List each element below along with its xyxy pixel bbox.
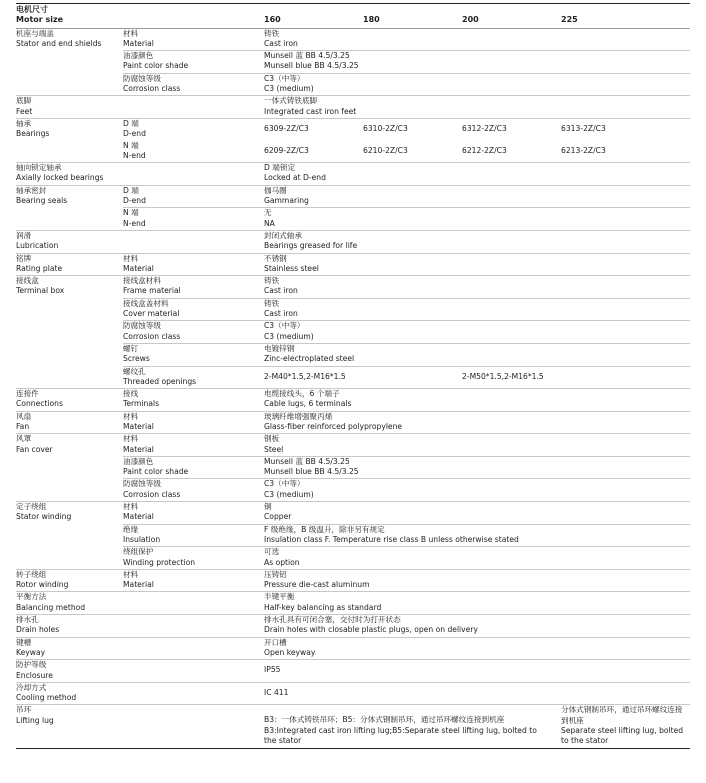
value-zh: 钢板 [264, 434, 280, 444]
row-value [264, 73, 690, 96]
row-value [264, 51, 690, 74]
row-label-zh: 风罩 [16, 434, 32, 444]
sub-label-zh: 材料 [123, 28, 139, 38]
bearing-d-160: 6309-2Z/C3 [264, 118, 363, 140]
value-zh: C3（中等） [264, 479, 305, 489]
value-zh: 铸铁 [264, 298, 280, 308]
sub-label-zh: 油漆颜色 [123, 456, 154, 466]
value-zh: Munsell 蓝 BB 4.5/3.25 [264, 456, 350, 466]
row-label [16, 569, 123, 592]
value-en: B3:Integrated cast iron lifting lug;B5:Separate steel lifting lug, bolted to the stator [264, 725, 537, 745]
row-label [16, 276, 123, 389]
value-en: C3 (medium) [264, 489, 314, 499]
row-label-zh: 底脚 [16, 96, 32, 106]
table-row [16, 163, 690, 186]
threaded-openings-200-225: 2-M50*1.5,2-M16*1.5 [462, 366, 690, 389]
sub-label [123, 524, 264, 547]
sub-label-zh: D 端 [123, 118, 139, 128]
row-value [264, 253, 690, 276]
row-label-en: Fan [16, 421, 30, 431]
row-label [16, 96, 123, 119]
header-label-en: Motor size [16, 15, 64, 25]
value-zh: C3（中等） [264, 73, 305, 83]
row-label-en: Lifting lug [16, 715, 54, 725]
row-label [16, 705, 123, 748]
row-label-zh: 轴承 [16, 118, 32, 128]
row-label-en: Connections [16, 399, 63, 409]
row-label-zh: 接线盒 [16, 276, 39, 286]
sub-label-en: Winding protection [123, 557, 196, 567]
value-en: Stainless steel [264, 263, 319, 273]
row-label [16, 682, 123, 705]
sub-label [123, 479, 264, 502]
value-zh: B3：一体式铸铁吊环；B5：分体式钢制吊环，通过吊环螺纹连接到机座 [264, 715, 505, 725]
value-en: Cast iron [264, 38, 298, 48]
value-zh: 电缆接线头，6 个端子 [264, 389, 340, 399]
sub-label-en: Paint color shade [123, 467, 189, 477]
value-en: Glass-fiber reinforced polypropylene [264, 421, 403, 431]
row-value [264, 389, 690, 412]
value-zh: 无 [264, 208, 272, 218]
table-row [16, 28, 690, 51]
value-zh: 玻璃纤维增强聚丙烯 [264, 411, 333, 421]
sub-label-en: Material [123, 444, 154, 454]
sub-label [123, 456, 264, 479]
sub-label-zh: 材料 [123, 569, 139, 579]
size-180-header: 180 [363, 15, 380, 25]
sub-label-zh: 防腐蚀等级 [123, 479, 161, 489]
row-value: IP55 [264, 660, 690, 683]
table-row [16, 276, 690, 299]
value-en: Gammaring [264, 196, 309, 206]
row-label-en: Drain holes [16, 625, 60, 635]
bearing-d-200: 6312-2Z/C3 [462, 118, 561, 140]
row-label-zh: 轴承密封 [16, 185, 47, 195]
sub-label [123, 569, 264, 592]
value-en: Separate steel lifting lug, bolted to the stator [561, 726, 684, 746]
sub-label-zh: 绕组保护 [123, 547, 154, 557]
value-en: Zinc-electroplated steel [264, 354, 355, 364]
table-row [16, 118, 690, 140]
sub-label-en: Material [123, 421, 154, 431]
row-label-zh: 平衡方法 [16, 592, 47, 602]
sub-label [123, 185, 264, 208]
value-en: Munsell blue BB 4.5/3.25 [264, 467, 359, 477]
sub-label-en: Corrosion class [123, 331, 181, 341]
row-value [264, 569, 690, 592]
empty-cell [123, 592, 264, 615]
empty-cell [123, 705, 264, 748]
sub-label-en: Paint color shade [123, 61, 189, 71]
value-zh: D 端锁定 [264, 163, 296, 173]
row-label-zh: 冷却方式 [16, 682, 47, 692]
row-label [16, 502, 123, 570]
motor-spec-table-wrapper [16, 3, 690, 749]
table-row [16, 705, 690, 748]
row-value [264, 208, 690, 231]
sub-label [123, 276, 264, 299]
sub-label-en: D-end [123, 129, 146, 139]
empty-cell [123, 615, 264, 638]
row-label-zh: 轴向锁定轴承 [16, 163, 62, 173]
value-en: As option [264, 557, 300, 567]
row-label-zh: 定子绕组 [16, 502, 47, 512]
size-225-header: 225 [561, 15, 578, 25]
value-zh: Munsell 蓝 BB 4.5/3.25 [264, 51, 350, 61]
bearing-n-225: 6213-2Z/C3 [561, 145, 606, 155]
bearing-n-180: 6210-2Z/C3 [363, 145, 408, 155]
row-label-zh: 键槽 [16, 637, 32, 647]
row-label-zh: 润滑 [16, 230, 32, 240]
table-row [16, 615, 690, 638]
row-label-en: Feet [16, 106, 33, 116]
value-en: C3 (medium) [264, 331, 314, 341]
row-label [16, 253, 123, 276]
row-label-en: Stator winding [16, 512, 72, 522]
value-en: Steel [264, 444, 284, 454]
row-value [264, 434, 690, 457]
table-row [16, 682, 690, 705]
sub-label-en: Material [123, 512, 154, 522]
row-label-en: Rotor winding [16, 580, 69, 590]
table-header-row [16, 4, 690, 29]
sub-label-en: N-end [123, 150, 146, 160]
sub-label [123, 321, 264, 344]
row-value [264, 230, 690, 253]
value-zh: 铸铁 [264, 28, 280, 38]
sub-label-zh: N 端 [123, 208, 139, 218]
value-zh: 压铸铝 [264, 569, 287, 579]
sub-label [123, 141, 264, 163]
row-value [264, 28, 690, 51]
sub-label [123, 411, 264, 434]
table-row [16, 434, 690, 457]
value-en: Cast iron [264, 309, 298, 319]
sub-label-zh: 材料 [123, 502, 139, 512]
row-value [264, 343, 690, 366]
row-label-zh: 铭牌 [16, 253, 32, 263]
table-row [16, 592, 690, 615]
row-label [16, 28, 123, 96]
empty-cell [123, 682, 264, 705]
sub-label-en: Corrosion class [123, 84, 181, 94]
empty-cell [123, 660, 264, 683]
sub-label [123, 73, 264, 96]
row-label-en: Enclosure [16, 670, 53, 680]
sub-label-zh: 防腐蚀等级 [123, 321, 161, 331]
row-label [16, 592, 123, 615]
row-label [16, 660, 123, 683]
value-en: Integrated cast iron feet [264, 106, 357, 116]
value-en: Munsell blue BB 4.5/3.25 [264, 61, 359, 71]
row-label-en: Fan cover [16, 444, 53, 454]
row-label [16, 185, 123, 230]
row-label [16, 389, 123, 412]
sub-label-zh: 绝缘 [123, 524, 139, 534]
value-en: Cast iron [264, 286, 298, 296]
value-en: NA [264, 218, 275, 228]
sub-label-zh: 螺纹孔 [123, 366, 146, 376]
row-value: IC 411 [264, 682, 690, 705]
row-label-zh: 排水孔 [16, 615, 39, 625]
sub-label [123, 502, 264, 525]
sub-label-en: Material [123, 580, 154, 590]
table-row [16, 411, 690, 434]
value-en: Insulation class F. Temperature rise class B unless otherwise stated [264, 534, 519, 544]
value-zh: 不锈钢 [264, 253, 287, 263]
row-label [16, 411, 123, 434]
value-en: Copper [264, 512, 292, 522]
sub-label [123, 28, 264, 51]
row-label-en: Stator and end shields [16, 38, 102, 48]
sub-label [123, 118, 264, 140]
sub-label-en: Cover material [123, 309, 180, 319]
table-row [16, 96, 690, 119]
value-zh: 铸铁 [264, 276, 280, 286]
lifting-lug-value-b [561, 705, 690, 748]
row-value [264, 298, 690, 321]
sub-label-en: N-end [123, 218, 146, 228]
sub-label-zh: N 端 [123, 140, 139, 150]
sub-label-en: Insulation [123, 534, 161, 544]
sub-label-en: Terminals [123, 399, 160, 409]
table-row [16, 660, 690, 683]
row-value [264, 276, 690, 299]
empty-cell [123, 96, 264, 119]
value-zh: 开口槽 [264, 637, 287, 647]
row-label [16, 230, 123, 253]
size-200-header: 200 [462, 15, 479, 25]
row-label-en: Lubrication [16, 241, 59, 251]
row-value [264, 479, 690, 502]
sub-label [123, 298, 264, 321]
sub-label-en: Frame material [123, 286, 181, 296]
sub-label-zh: 接线盒盖材料 [123, 298, 169, 308]
sub-label-zh: 材料 [123, 411, 139, 421]
bearing-d-180: 6310-2Z/C3 [363, 118, 462, 140]
value-zh: 排水孔具有可闭合塞，交付时为打开状态 [264, 615, 401, 625]
row-label-zh: 连接件 [16, 389, 39, 399]
row-label-en: Bearing seals [16, 196, 68, 206]
row-label-en: Balancing method [16, 602, 86, 612]
value-zh: F 级绝缘，B 级温升，除非另有规定 [264, 524, 385, 534]
row-label-en: Rating plate [16, 263, 63, 273]
row-value [264, 502, 690, 525]
row-value [264, 524, 690, 547]
value-zh: 封闭式轴承 [264, 230, 302, 240]
motor-size-header [16, 4, 264, 29]
threaded-openings-160-180: 2-M40*1.5,2-M16*1.5 [264, 366, 462, 389]
row-value [264, 321, 690, 344]
sub-label [123, 547, 264, 570]
header-label-zh: 电机尺寸 [16, 5, 48, 14]
row-label-zh: 转子绕组 [16, 569, 47, 579]
empty-cell [123, 637, 264, 660]
size-160-header: 160 [264, 15, 281, 25]
row-label-en: Terminal box [16, 286, 65, 296]
row-label-en: Cooling method [16, 693, 77, 703]
sub-label [123, 208, 264, 231]
lifting-lug-value-a [264, 705, 561, 748]
sub-label-en: Screws [123, 354, 150, 364]
sub-label-zh: 接线盒材料 [123, 276, 161, 286]
row-label-en: Keyway [16, 647, 46, 657]
value-zh: 半键平衡 [264, 592, 295, 602]
row-value [264, 411, 690, 434]
value-zh: 可选 [264, 547, 280, 557]
sub-label [123, 253, 264, 276]
row-value [264, 637, 690, 660]
row-value [264, 96, 690, 119]
sub-label-en: Material [123, 263, 154, 273]
table-row [16, 502, 690, 525]
value-en: Half-key balancing as standard [264, 602, 382, 612]
row-label-en: Axially locked bearings [16, 173, 104, 183]
row-value [264, 592, 690, 615]
table-row [16, 253, 690, 276]
row-label-zh: 吊环 [16, 705, 32, 715]
table-row [16, 230, 690, 253]
row-value [264, 163, 690, 186]
row-value [264, 615, 690, 638]
sub-label-en: Corrosion class [123, 489, 181, 499]
sub-label-en: Material [123, 38, 154, 48]
motor-spec-table [16, 3, 690, 749]
sub-label [123, 389, 264, 412]
sub-label [123, 343, 264, 366]
sub-label-zh: 材料 [123, 253, 139, 263]
sub-label-zh: 防腐蚀等级 [123, 73, 161, 83]
sub-label-zh: 材料 [123, 434, 139, 444]
row-label [16, 637, 123, 660]
value-zh: 电镀锌钢 [264, 343, 295, 353]
sub-label-zh: 油漆颜色 [123, 51, 154, 61]
sub-label [123, 434, 264, 457]
value-zh: 一体式铸铁底脚 [264, 96, 318, 106]
value-zh: 伽马圈 [264, 185, 287, 195]
table-row [16, 185, 690, 208]
sub-label-zh: 螺钉 [123, 343, 139, 353]
bearing-n-160: 6209-2Z/C3 [264, 145, 309, 155]
value-zh: C3（中等） [264, 321, 305, 331]
value-en: Cable lugs, 6 terminals [264, 399, 352, 409]
sub-label [123, 51, 264, 74]
value-en: Locked at D-end [264, 173, 326, 183]
table-row [16, 637, 690, 660]
sub-label-zh: D 端 [123, 185, 139, 195]
value-en: Bearings greased for life [264, 241, 358, 251]
sub-label-en: Threaded openings [123, 376, 197, 386]
table-row [16, 569, 690, 592]
empty-cell [123, 230, 264, 253]
value-en: C3 (medium) [264, 84, 314, 94]
sub-label-zh: 接线 [123, 389, 139, 399]
empty-cell [123, 163, 264, 186]
row-label-en: Bearings [16, 129, 50, 139]
value-en: Pressure die-cast aluminum [264, 580, 370, 590]
value-zh: 铜 [264, 502, 272, 512]
row-value [264, 547, 690, 570]
value-en: Open keyway [264, 647, 316, 657]
row-value [264, 456, 690, 479]
row-label-zh: 风扇 [16, 411, 32, 421]
table-row [16, 389, 690, 412]
row-label [16, 615, 123, 638]
row-value [264, 185, 690, 208]
row-label-zh: 机座与端盖 [16, 28, 54, 38]
sub-label [123, 366, 264, 389]
value-en: Drain holes with closable plastic plugs, open on delivery [264, 625, 478, 635]
bearing-d-225: 6313-2Z/C3 [561, 118, 690, 140]
row-label [16, 434, 123, 502]
sub-label-en: D-end [123, 196, 146, 206]
row-label [16, 118, 123, 162]
value-zh: 分体式钢制吊环，通过吊环螺纹连接到机座 [561, 705, 683, 725]
bearing-n-200: 6212-2Z/C3 [462, 145, 507, 155]
row-label-zh: 防护等级 [16, 660, 47, 670]
row-label [16, 163, 123, 186]
